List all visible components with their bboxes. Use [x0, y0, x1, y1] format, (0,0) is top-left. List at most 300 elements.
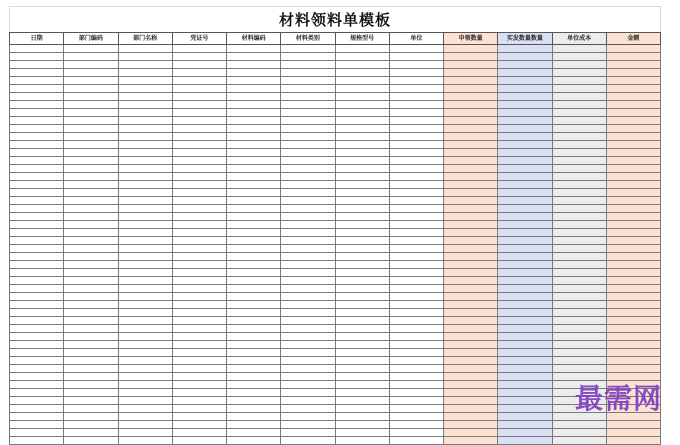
table-cell[interactable] [552, 165, 606, 173]
table-cell[interactable] [552, 309, 606, 317]
table-cell[interactable] [281, 93, 335, 101]
table-cell[interactable] [118, 101, 172, 109]
table-cell[interactable] [10, 109, 64, 117]
table-cell[interactable] [389, 253, 443, 261]
table-cell[interactable] [10, 357, 64, 365]
table-cell[interactable] [10, 85, 64, 93]
table-cell[interactable] [118, 261, 172, 269]
table-cell[interactable] [227, 429, 281, 437]
table-cell[interactable] [389, 365, 443, 373]
table-cell[interactable] [227, 253, 281, 261]
table-cell[interactable] [389, 309, 443, 317]
table-cell[interactable] [335, 197, 389, 205]
table-cell[interactable] [172, 53, 226, 61]
table-cell[interactable] [118, 165, 172, 173]
table-cell[interactable] [498, 421, 552, 429]
table-cell[interactable] [606, 325, 660, 333]
table-cell[interactable] [64, 85, 118, 93]
table-cell[interactable] [10, 181, 64, 189]
table-cell[interactable] [64, 317, 118, 325]
table-cell[interactable] [552, 133, 606, 141]
table-cell[interactable] [335, 109, 389, 117]
table-cell[interactable] [389, 85, 443, 93]
table-cell[interactable] [389, 165, 443, 173]
table-cell[interactable] [281, 293, 335, 301]
table-cell[interactable] [118, 381, 172, 389]
table-cell[interactable] [172, 421, 226, 429]
table-cell[interactable] [227, 109, 281, 117]
table-cell[interactable] [10, 421, 64, 429]
table-cell[interactable] [552, 205, 606, 213]
table-cell[interactable] [335, 357, 389, 365]
table-cell[interactable] [227, 357, 281, 365]
table-cell[interactable] [281, 77, 335, 85]
table-cell[interactable] [606, 125, 660, 133]
table-cell[interactable] [118, 205, 172, 213]
table-cell[interactable] [498, 325, 552, 333]
table-cell[interactable] [498, 389, 552, 397]
table-cell[interactable] [335, 61, 389, 69]
table-cell[interactable] [335, 181, 389, 189]
table-cell[interactable] [389, 69, 443, 77]
table-cell[interactable] [444, 205, 498, 213]
table-cell[interactable] [498, 69, 552, 77]
table-cell[interactable] [281, 149, 335, 157]
table-cell[interactable] [606, 133, 660, 141]
table-cell[interactable] [281, 309, 335, 317]
table-cell[interactable] [64, 45, 118, 53]
table-cell[interactable] [444, 389, 498, 397]
table-cell[interactable] [498, 109, 552, 117]
table-cell[interactable] [118, 317, 172, 325]
table-cell[interactable] [227, 437, 281, 445]
table-cell[interactable] [10, 309, 64, 317]
table-cell[interactable] [172, 69, 226, 77]
table-cell[interactable] [606, 341, 660, 349]
table-cell[interactable] [10, 165, 64, 173]
table-cell[interactable] [444, 341, 498, 349]
table-cell[interactable] [227, 269, 281, 277]
table-cell[interactable] [118, 309, 172, 317]
table-cell[interactable] [10, 157, 64, 165]
table-cell[interactable] [227, 365, 281, 373]
table-cell[interactable] [172, 357, 226, 365]
table-cell[interactable] [389, 45, 443, 53]
table-cell[interactable] [64, 277, 118, 285]
table-cell[interactable] [552, 117, 606, 125]
table-cell[interactable] [444, 381, 498, 389]
table-cell[interactable] [389, 317, 443, 325]
table-cell[interactable] [389, 181, 443, 189]
table-cell[interactable] [172, 181, 226, 189]
table-cell[interactable] [444, 181, 498, 189]
table-cell[interactable] [552, 261, 606, 269]
table-cell[interactable] [172, 165, 226, 173]
table-cell[interactable] [444, 165, 498, 173]
table-cell[interactable] [389, 173, 443, 181]
table-cell[interactable] [281, 429, 335, 437]
table-cell[interactable] [498, 253, 552, 261]
table-cell[interactable] [606, 301, 660, 309]
table-cell[interactable] [281, 317, 335, 325]
table-cell[interactable] [172, 277, 226, 285]
table-cell[interactable] [172, 133, 226, 141]
table-cell[interactable] [10, 237, 64, 245]
table-cell[interactable] [172, 317, 226, 325]
table-cell[interactable] [552, 341, 606, 349]
table-cell[interactable] [118, 429, 172, 437]
table-cell[interactable] [64, 61, 118, 69]
table-cell[interactable] [10, 261, 64, 269]
table-cell[interactable] [389, 77, 443, 85]
table-cell[interactable] [606, 237, 660, 245]
table-cell[interactable] [118, 277, 172, 285]
table-cell[interactable] [118, 69, 172, 77]
table-cell[interactable] [172, 197, 226, 205]
table-cell[interactable] [444, 245, 498, 253]
table-cell[interactable] [227, 277, 281, 285]
table-cell[interactable] [552, 437, 606, 445]
table-cell[interactable] [172, 237, 226, 245]
table-cell[interactable] [118, 373, 172, 381]
table-cell[interactable] [444, 45, 498, 53]
table-cell[interactable] [10, 189, 64, 197]
table-cell[interactable] [389, 197, 443, 205]
table-cell[interactable] [335, 117, 389, 125]
table-cell[interactable] [444, 365, 498, 373]
table-cell[interactable] [10, 437, 64, 445]
table-cell[interactable] [227, 141, 281, 149]
table-cell[interactable] [227, 301, 281, 309]
column-header[interactable]: 实发数量数量 [498, 33, 552, 45]
table-cell[interactable] [64, 349, 118, 357]
table-cell[interactable] [552, 429, 606, 437]
table-cell[interactable] [606, 229, 660, 237]
table-cell[interactable] [118, 245, 172, 253]
table-cell[interactable] [552, 365, 606, 373]
table-cell[interactable] [444, 237, 498, 245]
table-cell[interactable] [227, 189, 281, 197]
table-cell[interactable] [172, 437, 226, 445]
table-cell[interactable] [389, 221, 443, 229]
table-cell[interactable] [118, 397, 172, 405]
table-cell[interactable] [444, 413, 498, 421]
table-cell[interactable] [10, 341, 64, 349]
table-cell[interactable] [10, 149, 64, 157]
table-cell[interactable] [10, 317, 64, 325]
table-cell[interactable] [10, 277, 64, 285]
table-cell[interactable] [498, 189, 552, 197]
table-cell[interactable] [227, 101, 281, 109]
table-cell[interactable] [10, 229, 64, 237]
table-cell[interactable] [335, 189, 389, 197]
table-cell[interactable] [281, 125, 335, 133]
table-cell[interactable] [118, 285, 172, 293]
table-cell[interactable] [498, 397, 552, 405]
column-header[interactable]: 部门编码 [64, 33, 118, 45]
table-cell[interactable] [172, 301, 226, 309]
table-cell[interactable] [64, 101, 118, 109]
table-cell[interactable] [227, 77, 281, 85]
table-cell[interactable] [64, 109, 118, 117]
table-cell[interactable] [227, 237, 281, 245]
column-header[interactable]: 日期 [10, 33, 64, 45]
table-cell[interactable] [227, 133, 281, 141]
table-cell[interactable] [227, 181, 281, 189]
table-cell[interactable] [335, 413, 389, 421]
table-cell[interactable] [10, 285, 64, 293]
table-cell[interactable] [64, 229, 118, 237]
table-cell[interactable] [172, 333, 226, 341]
table-cell[interactable] [281, 253, 335, 261]
table-cell[interactable] [498, 317, 552, 325]
table-cell[interactable] [444, 397, 498, 405]
table-cell[interactable] [10, 373, 64, 381]
table-cell[interactable] [498, 405, 552, 413]
table-cell[interactable] [335, 101, 389, 109]
column-header[interactable]: 申领数量 [444, 33, 498, 45]
table-cell[interactable] [389, 333, 443, 341]
table-cell[interactable] [389, 269, 443, 277]
table-cell[interactable] [118, 141, 172, 149]
table-cell[interactable] [552, 61, 606, 69]
table-cell[interactable] [172, 373, 226, 381]
table-cell[interactable] [335, 213, 389, 221]
table-cell[interactable] [281, 341, 335, 349]
table-cell[interactable] [64, 341, 118, 349]
table-cell[interactable] [64, 197, 118, 205]
table-cell[interactable] [281, 61, 335, 69]
table-cell[interactable] [498, 437, 552, 445]
table-cell[interactable] [172, 221, 226, 229]
table-cell[interactable] [172, 85, 226, 93]
table-cell[interactable] [64, 133, 118, 141]
table-cell[interactable] [227, 53, 281, 61]
table-cell[interactable] [118, 61, 172, 69]
table-cell[interactable] [172, 189, 226, 197]
table-cell[interactable] [606, 61, 660, 69]
table-cell[interactable] [281, 213, 335, 221]
table-cell[interactable] [227, 413, 281, 421]
table-cell[interactable] [444, 221, 498, 229]
table-cell[interactable] [64, 301, 118, 309]
table-cell[interactable] [281, 381, 335, 389]
table-cell[interactable] [227, 285, 281, 293]
table-cell[interactable] [606, 261, 660, 269]
table-cell[interactable] [172, 397, 226, 405]
table-cell[interactable] [444, 405, 498, 413]
table-cell[interactable] [281, 373, 335, 381]
table-cell[interactable] [281, 237, 335, 245]
table-cell[interactable] [444, 429, 498, 437]
table-cell[interactable] [552, 301, 606, 309]
table-cell[interactable] [64, 165, 118, 173]
table-cell[interactable] [552, 125, 606, 133]
table-cell[interactable] [552, 357, 606, 365]
table-cell[interactable] [498, 229, 552, 237]
table-cell[interactable] [118, 53, 172, 61]
table-cell[interactable] [64, 141, 118, 149]
table-cell[interactable] [64, 325, 118, 333]
table-cell[interactable] [606, 101, 660, 109]
table-cell[interactable] [606, 53, 660, 61]
table-cell[interactable] [172, 61, 226, 69]
table-cell[interactable] [444, 53, 498, 61]
table-cell[interactable] [552, 189, 606, 197]
table-cell[interactable] [389, 101, 443, 109]
table-cell[interactable] [498, 141, 552, 149]
table-cell[interactable] [552, 333, 606, 341]
table-cell[interactable] [444, 421, 498, 429]
table-cell[interactable] [606, 317, 660, 325]
table-cell[interactable] [389, 141, 443, 149]
table-cell[interactable] [389, 437, 443, 445]
table-cell[interactable] [281, 277, 335, 285]
table-cell[interactable] [606, 93, 660, 101]
table-cell[interactable] [281, 333, 335, 341]
table-cell[interactable] [498, 77, 552, 85]
table-cell[interactable] [227, 349, 281, 357]
table-cell[interactable] [552, 245, 606, 253]
table-cell[interactable] [498, 357, 552, 365]
table-cell[interactable] [172, 381, 226, 389]
table-cell[interactable] [227, 341, 281, 349]
table-cell[interactable] [227, 165, 281, 173]
table-cell[interactable] [389, 429, 443, 437]
table-cell[interactable] [64, 181, 118, 189]
table-cell[interactable] [335, 245, 389, 253]
table-cell[interactable] [335, 373, 389, 381]
table-cell[interactable] [10, 293, 64, 301]
table-cell[interactable] [118, 237, 172, 245]
table-cell[interactable] [172, 261, 226, 269]
table-cell[interactable] [389, 397, 443, 405]
table-cell[interactable] [10, 69, 64, 77]
table-cell[interactable] [335, 53, 389, 61]
table-cell[interactable] [281, 229, 335, 237]
table-cell[interactable] [552, 77, 606, 85]
table-cell[interactable] [118, 213, 172, 221]
table-cell[interactable] [498, 245, 552, 253]
table-cell[interactable] [172, 157, 226, 165]
table-cell[interactable] [389, 157, 443, 165]
table-cell[interactable] [227, 213, 281, 221]
table-cell[interactable] [606, 245, 660, 253]
table-cell[interactable] [227, 397, 281, 405]
table-cell[interactable] [335, 349, 389, 357]
table-cell[interactable] [498, 205, 552, 213]
table-cell[interactable] [389, 205, 443, 213]
table-cell[interactable] [281, 413, 335, 421]
table-cell[interactable] [335, 365, 389, 373]
table-cell[interactable] [498, 309, 552, 317]
table-cell[interactable] [64, 421, 118, 429]
table-cell[interactable] [10, 141, 64, 149]
table-cell[interactable] [606, 109, 660, 117]
table-cell[interactable] [281, 389, 335, 397]
table-cell[interactable] [389, 237, 443, 245]
table-cell[interactable] [227, 157, 281, 165]
table-cell[interactable] [498, 181, 552, 189]
table-cell[interactable] [227, 373, 281, 381]
table-cell[interactable] [335, 381, 389, 389]
table-cell[interactable] [172, 349, 226, 357]
table-cell[interactable] [498, 429, 552, 437]
table-cell[interactable] [606, 77, 660, 85]
table-cell[interactable] [118, 413, 172, 421]
table-cell[interactable] [118, 269, 172, 277]
table-cell[interactable] [498, 237, 552, 245]
table-cell[interactable] [227, 85, 281, 93]
table-cell[interactable] [118, 181, 172, 189]
table-cell[interactable] [552, 173, 606, 181]
table-cell[interactable] [389, 61, 443, 69]
table-cell[interactable] [444, 373, 498, 381]
table-cell[interactable] [389, 285, 443, 293]
table-cell[interactable] [10, 197, 64, 205]
table-cell[interactable] [118, 365, 172, 373]
table-cell[interactable] [172, 285, 226, 293]
table-cell[interactable] [552, 349, 606, 357]
table-cell[interactable] [118, 221, 172, 229]
table-cell[interactable] [10, 221, 64, 229]
table-cell[interactable] [389, 293, 443, 301]
table-cell[interactable] [10, 253, 64, 261]
table-cell[interactable] [281, 157, 335, 165]
table-cell[interactable] [118, 125, 172, 133]
table-cell[interactable] [227, 325, 281, 333]
table-cell[interactable] [552, 157, 606, 165]
table-cell[interactable] [281, 45, 335, 53]
table-cell[interactable] [10, 325, 64, 333]
table-cell[interactable] [552, 269, 606, 277]
table-cell[interactable] [389, 229, 443, 237]
table-cell[interactable] [172, 93, 226, 101]
table-cell[interactable] [118, 133, 172, 141]
table-cell[interactable] [335, 309, 389, 317]
table-cell[interactable] [227, 45, 281, 53]
table-cell[interactable] [552, 421, 606, 429]
table-cell[interactable] [227, 405, 281, 413]
table-cell[interactable] [335, 221, 389, 229]
table-cell[interactable] [444, 85, 498, 93]
table-cell[interactable] [606, 205, 660, 213]
table-cell[interactable] [118, 301, 172, 309]
table-cell[interactable] [10, 101, 64, 109]
table-cell[interactable] [281, 221, 335, 229]
table-cell[interactable] [227, 261, 281, 269]
table-cell[interactable] [444, 77, 498, 85]
table-cell[interactable] [335, 421, 389, 429]
table-cell[interactable] [444, 325, 498, 333]
table-cell[interactable] [118, 349, 172, 357]
table-cell[interactable] [64, 93, 118, 101]
table-cell[interactable] [172, 325, 226, 333]
table-cell[interactable] [172, 269, 226, 277]
table-cell[interactable] [64, 189, 118, 197]
table-cell[interactable] [64, 285, 118, 293]
table-cell[interactable] [10, 213, 64, 221]
table-cell[interactable] [335, 229, 389, 237]
table-cell[interactable] [498, 413, 552, 421]
table-cell[interactable] [172, 109, 226, 117]
table-cell[interactable] [10, 53, 64, 61]
table-cell[interactable] [281, 109, 335, 117]
table-cell[interactable] [335, 45, 389, 53]
table-cell[interactable] [335, 93, 389, 101]
table-cell[interactable] [552, 229, 606, 237]
table-cell[interactable] [10, 269, 64, 277]
